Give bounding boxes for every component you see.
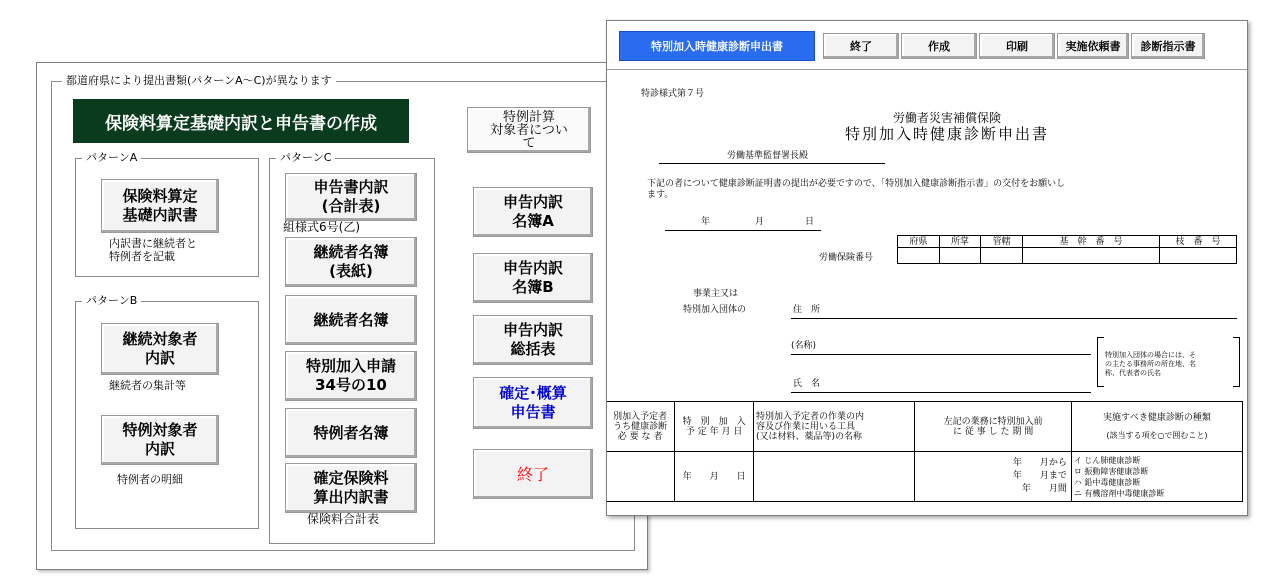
ins-cell-jurisdiction-type[interactable] bbox=[939, 248, 981, 264]
insurance-number-table bbox=[897, 235, 1237, 264]
date-year: 年 bbox=[701, 217, 711, 227]
cell-work-content[interactable] bbox=[754, 452, 915, 502]
addressee-underline bbox=[659, 163, 885, 164]
address-label: 住 所 bbox=[793, 305, 821, 315]
pattern-a-caption: 内訳書に継続者と 特例者を記載 bbox=[109, 237, 197, 263]
pattern-b-caption1: 継続者の集計等 bbox=[109, 379, 186, 392]
ins-cell-branch-number[interactable] bbox=[1160, 248, 1237, 264]
main-frame-legend: 都道府県により提出書類(パターンA〜C)が異なります bbox=[62, 73, 336, 89]
form-title-line1: 労働者災害補償保険 bbox=[892, 111, 1001, 125]
date-underline bbox=[665, 230, 821, 231]
ins-cell-prefecture[interactable] bbox=[898, 248, 940, 264]
special-enrollment-application-button[interactable]: 特別加入申請 34号の10 bbox=[285, 351, 417, 401]
continuing-target-breakdown-button[interactable]: 継続対象者 内訳 bbox=[101, 323, 219, 375]
special-calc-button[interactable]: 特例計算 対象者につい て bbox=[467, 107, 591, 153]
organization-name-label: (名称) bbox=[791, 341, 817, 351]
exit-button[interactable]: 終了 bbox=[473, 449, 593, 499]
ins-header-prefecture: 府県 bbox=[898, 236, 940, 248]
addressee: 労働基準監督署長殿 bbox=[727, 151, 809, 161]
address-underline bbox=[791, 318, 1237, 319]
special-roster-button[interactable]: 特例者名簿 bbox=[285, 408, 417, 458]
toolbar-print-button[interactable]: 印刷 bbox=[979, 33, 1055, 59]
cell-applicant[interactable] bbox=[606, 452, 675, 502]
ins-header-branch-number: 枝 番 号 bbox=[1160, 236, 1237, 248]
note-bracket-left bbox=[1097, 337, 1104, 387]
pattern-c-legend: パターンC bbox=[276, 150, 335, 166]
group-note: 特別加入団体の場合には、そ の主たる事務所の所在地、名 称、代表者の氏名 bbox=[1105, 351, 1196, 377]
confirmed-premium-breakdown-button[interactable]: 確定保険料 算出内訳書 bbox=[285, 463, 417, 513]
ins-header-base-number: 基 幹 番 号 bbox=[1023, 236, 1160, 248]
header-exam-types bbox=[1071, 402, 1242, 452]
toolbar-instruction-button[interactable]: 診断指示書 bbox=[1131, 33, 1205, 59]
form-number: 特診様式第７号 bbox=[641, 89, 705, 99]
cell-exam-types[interactable]: イ じん肺健康診断 ロ 振動障害健康診断 ハ 鉛中毒健康診断 ニ 有機溶剤中毒健康診断 bbox=[1071, 452, 1242, 502]
toolbar-exit-button[interactable]: 終了 bbox=[823, 33, 899, 59]
page-title: 保険料算定基礎内訳と申告書の作成 bbox=[73, 99, 409, 143]
insurance-number-label: 労働保険番号 bbox=[819, 253, 874, 263]
toolbar-request-button[interactable]: 実施依頼書 bbox=[1057, 33, 1129, 59]
ins-header-jurisdiction: 管轄 bbox=[981, 236, 1023, 248]
form-title-line2: 特別加入時健康診断申出書 bbox=[844, 125, 1049, 143]
employer-label-line2: 特別加入団体の bbox=[683, 305, 747, 315]
header-exam-types-note: (該当する項を○で囲むこと) bbox=[1106, 430, 1208, 440]
continuing-roster-cover-button[interactable]: 継続者名簿 (表紙) bbox=[285, 237, 417, 287]
tab-special-health-exam-request[interactable]: 特別加入時健康診断申出書 bbox=[619, 31, 815, 61]
left-window bbox=[36, 62, 648, 570]
header-applicant: 別加入予定者 うち健康診断 必 要 な 者 bbox=[606, 402, 675, 452]
organization-name-underline bbox=[791, 354, 1091, 355]
pattern-c-caption1: 組様式6号(乙) bbox=[283, 220, 360, 234]
request-body: 下記の者について健康診断証明書の提出が必要ですので、「特別加入健康診断指示書」の交付をお願いし ます。 bbox=[647, 179, 1066, 200]
toolbar-divider bbox=[607, 69, 1247, 70]
employer-label-line1: 事業主又は bbox=[693, 289, 739, 299]
ins-header-jurisdiction-type: 所掌 bbox=[939, 236, 981, 248]
ins-cell-jurisdiction[interactable] bbox=[981, 248, 1023, 264]
continuing-roster-button[interactable]: 継続者名簿 bbox=[285, 295, 417, 345]
pattern-a-legend: パターンA bbox=[82, 150, 141, 166]
pattern-c-caption6: 保険料合計表 bbox=[307, 512, 380, 526]
special-target-breakdown-button[interactable]: 特例対象者 内訳 bbox=[101, 415, 219, 465]
person-name-underline bbox=[791, 392, 1091, 393]
toolbar-create-button[interactable]: 作成 bbox=[901, 33, 977, 59]
cell-enrollment-date[interactable]: 年 月 日 bbox=[675, 452, 754, 502]
cell-prior-period[interactable]: 年 月から 年 月まで 年 月間 bbox=[915, 452, 1072, 502]
header-exam-types-title: 実施すべき健康診断の種類 bbox=[1103, 412, 1211, 423]
pattern-b-legend: パターンB bbox=[82, 293, 141, 309]
declaration-summary-button[interactable]: 申告内訳 総括表 bbox=[473, 315, 593, 365]
right-window bbox=[606, 20, 1248, 516]
date-day: 日 bbox=[805, 217, 815, 227]
premium-basis-breakdown-button[interactable]: 保険料算定 基礎内訳書 bbox=[101, 179, 219, 233]
ins-cell-base-number[interactable] bbox=[1023, 248, 1160, 264]
header-prior-period: 左記の業務に特別加入前 に 従 事 し た 期 間 bbox=[915, 402, 1072, 452]
header-work-content: 特別加入予定者の作業の内 容及び作業に用いる工具 (又は材料、薬品等)の名称 bbox=[754, 402, 915, 452]
date-month: 月 bbox=[755, 217, 765, 227]
declaration-breakdown-button[interactable]: 申告書内訳 (合計表) bbox=[285, 173, 417, 221]
declaration-roster-a-button[interactable]: 申告内訳 名簿A bbox=[473, 187, 593, 237]
note-bracket-right bbox=[1233, 337, 1240, 387]
confirmed-estimated-declaration-button[interactable]: 確定･概算 申告書 bbox=[473, 377, 593, 429]
header-enrollment-date: 特 別 加 入 予 定 年 月 日 bbox=[675, 402, 754, 452]
declaration-roster-b-button[interactable]: 申告内訳 名簿B bbox=[473, 253, 593, 303]
applicant-table bbox=[606, 401, 1243, 502]
pattern-b-caption2: 特例者の明細 bbox=[117, 473, 183, 486]
person-name-label: 氏 名 bbox=[793, 379, 821, 389]
